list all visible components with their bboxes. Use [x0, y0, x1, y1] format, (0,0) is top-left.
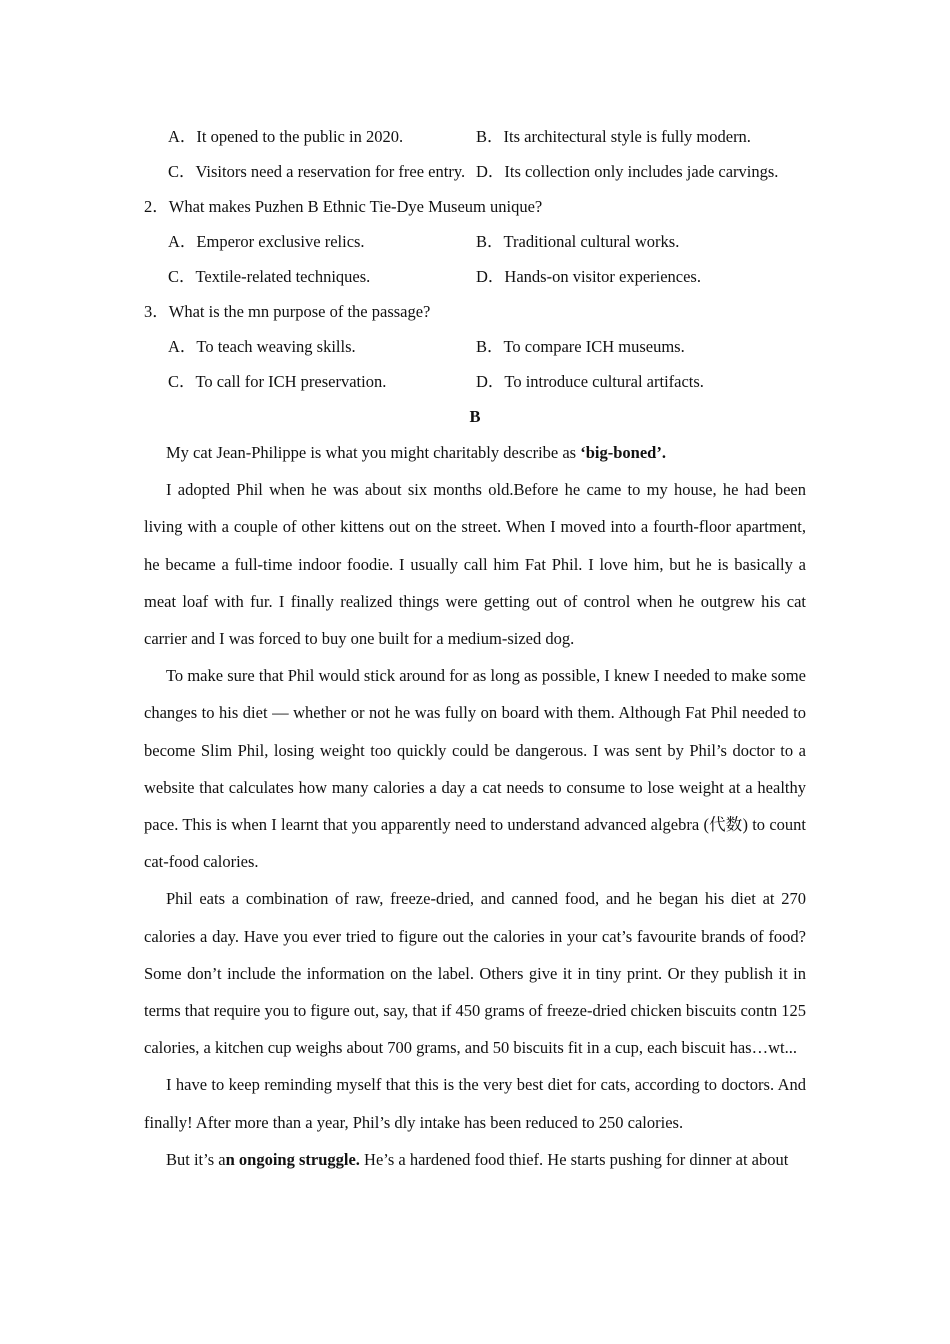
q1-option-c: C．Visitors need a reservation for free entry.: [168, 162, 466, 181]
paragraph-6-bold: n ongoing struggle.: [225, 1149, 360, 1169]
passage-b: [144, 434, 806, 1178]
q3-option-c: C．To call for ICH preservation.: [168, 372, 387, 391]
paragraph-6: [144, 1141, 806, 1178]
q3-option-a: A．To teach weaving skills.: [168, 337, 356, 356]
q1-option-a: A．It opened to the public in 2020.: [168, 127, 404, 146]
q3-stem: 3．What is the mn purpose of the passage?: [144, 302, 431, 321]
paragraph-1-bold: ‘big-boned’.: [580, 443, 666, 462]
q3-option-b: B．To compare ICH museums.: [476, 337, 685, 356]
paragraph-6-post: He’s a hardened food thief. He starts pushing for dinner at about: [359, 1149, 789, 1169]
q2-stem: 2．What makes Puzhen B Ethnic Tie-Dye Museum unique?: [144, 197, 543, 216]
paragraph-6-pre: But it’s a: [166, 1149, 226, 1169]
paragraph-1-text: My cat Jean-Philippe is what you might charitably describe as: [166, 443, 581, 462]
paragraph-2: I adopted Phil when he was about six months old.Before he came to my house, he had been living with a couple of other kittens out on the street. When I moved into a fourth-floor apartment, he became a full-time indoor foodie. I usually call him Fat Phil. I love him, but he is basically a meat loaf with fur. I finally realized things were getting out of control when he outgrew his cat carrier and I was forced to buy one built for a medium-sized dog.: [144, 480, 806, 649]
q3-option-d: D．To introduce cultural artifacts.: [476, 372, 704, 391]
q1-option-b: B．Its architectural style is fully modern.: [476, 127, 751, 146]
q1-option-d: D．Its collection only includes jade carvings.: [476, 162, 779, 181]
section-heading: B: [469, 407, 481, 426]
q2-option-b: B．Traditional cultural works.: [476, 232, 680, 251]
q2-option-a: A．Emperor exclusive relics.: [168, 232, 365, 251]
paragraph-1: [144, 434, 806, 471]
paragraph-3: To make sure that Phil would stick around for as long as possible, I knew I needed to make some changes to his diet — whether or not he was fully on board with them. Although Fat Phil needed to become Slim Phil, losing weight too quickly could be dangerous. I was sent by Phil’s doctor to a website that calculates how many calories a day a cat needs to consume to lose weight at a healthy pace. This is when I learnt that you apparently need to understand advanced algebra (代数) to count cat-food calories.: [144, 666, 806, 872]
paragraph-4: Phil eats a combination of raw, freeze-dried, and canned food, and he began his diet at 270 calories a day. Have you ever tried to figure out the calories in your cat’s favourite brands of food? Some don’t include the information on the label. Others give it in tiny print. Or they publish it in terms that require you to figure out, say, that if 450 grams of freeze-dried chicken biscuits contn 125 calories, a kitchen cup weighs about 700 grams, and 50 biscuits fit in a cup, each biscuit has…wt...: [144, 889, 806, 1058]
q2-option-c: C．Textile-related techniques.: [168, 267, 371, 286]
q2-option-d: D．Hands-on visitor experiences.: [476, 267, 701, 286]
paragraph-5: I have to keep reminding myself that this is the very best diet for cats, according to doctors. And finally! After more than a year, Phil’s dly intake has been reduced to 250 calories.: [144, 1075, 806, 1132]
